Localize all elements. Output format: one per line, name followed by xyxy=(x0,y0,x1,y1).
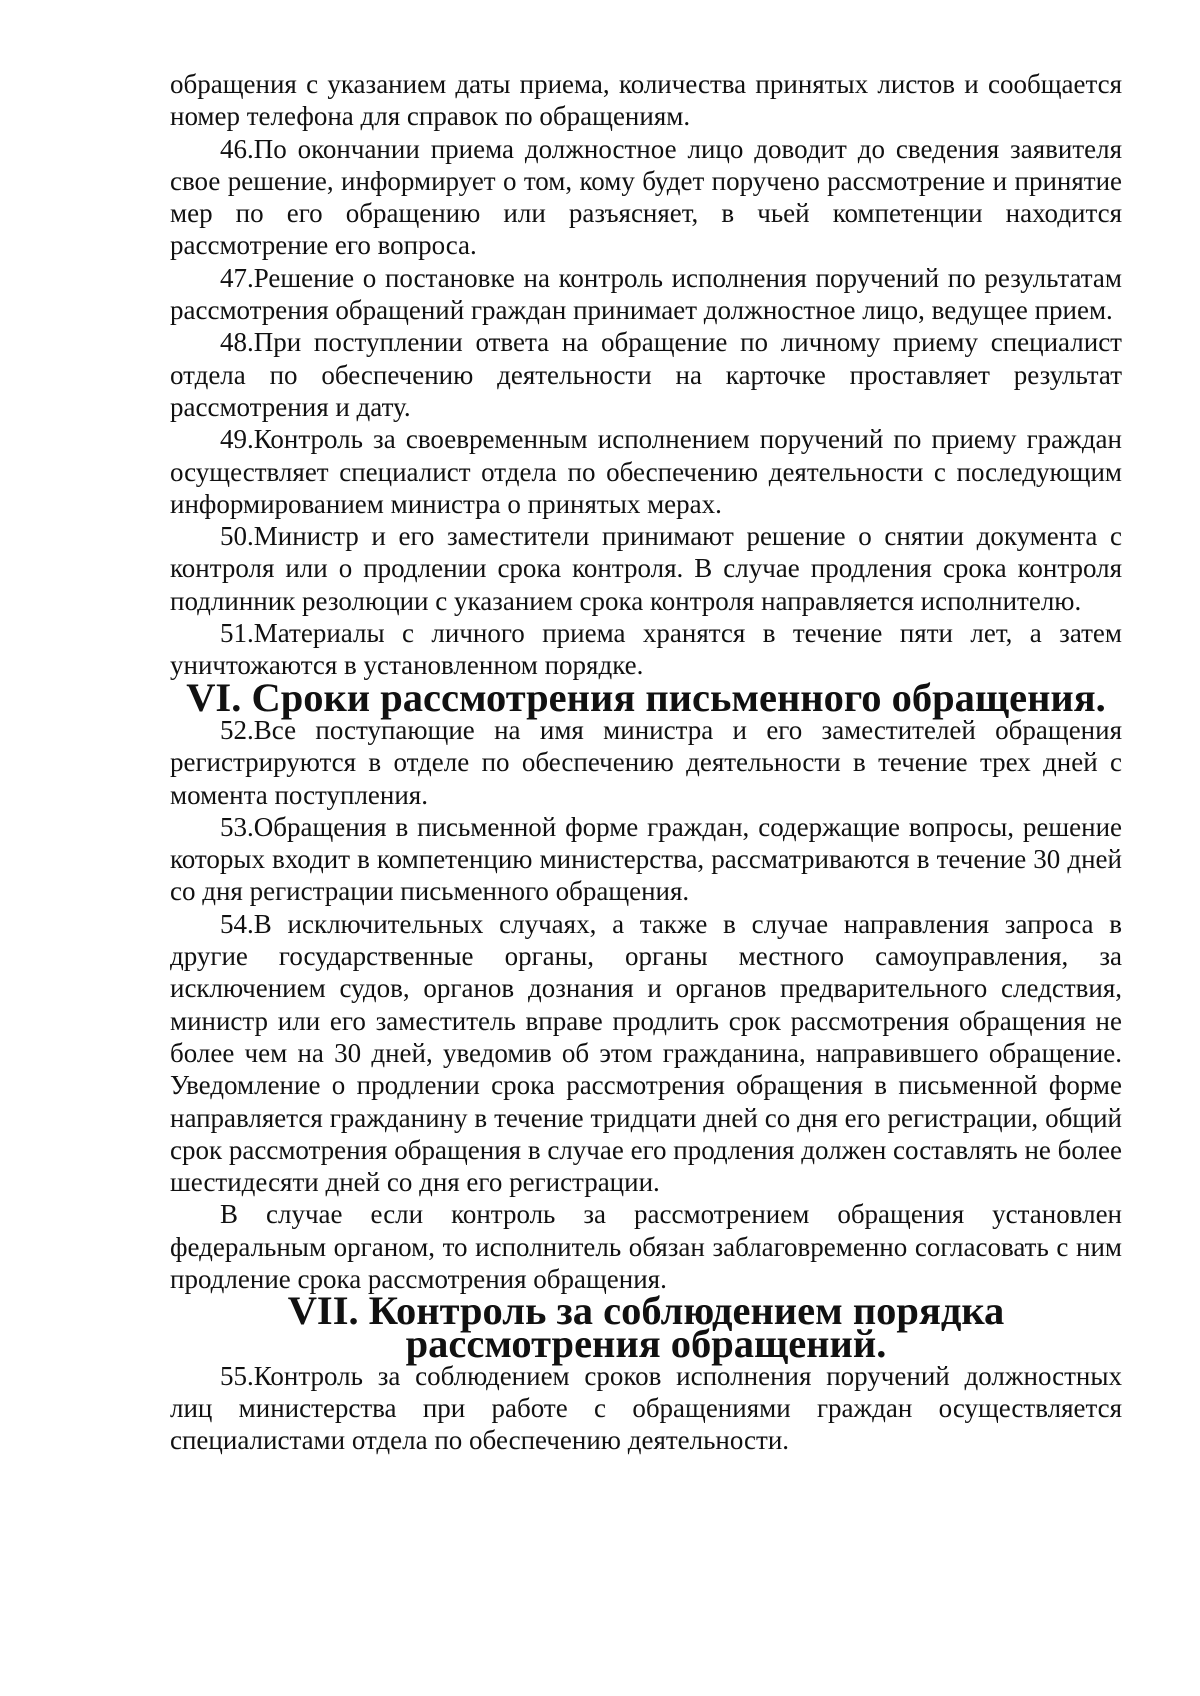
paragraph-54: 54.В исключительных случаях, а также в случае направления запроса в другие государственные органы, органы местного самоуправления, за исключением судов, органов дознания и органов предварительного следствия, министр или его заместитель вправе продлить срок рассмотрения обращения не более чем на 30 дней, уведомив об этом гражданина, направившего обращение. Уведомление о продлении срока рассмотрения обращения в письменной форме направляется гражданину в течение тридцати дней со дня его регистрации, общий срок рассмотрения обращения в случае его продления должен составлять не более шестидесяти дней со дня его регистрации. xyxy=(170,908,1122,1198)
paragraph-continuation: обращения с указанием даты приема, количества принятых листов и сообщается номер телефона для справок по обращениям. xyxy=(170,69,1122,132)
paragraph-53: 53.Обращения в письменной форме граждан, содержащие вопросы, решение которых входит в компетенцию министерства, рассматриваются в течение 30 дней со дня регистрации письменного обращения. xyxy=(170,811,1122,907)
section-heading-vi: VI. Сроки рассмотрения письменного обращения. xyxy=(186,674,1106,720)
paragraph-51: 51.Материалы с личного приема хранятся в течение пяти лет, а затем уничтожаются в установленном порядке. xyxy=(170,618,1122,681)
paragraph-49: 49.Контроль за своевременным исполнением поручений по приему граждан осуществляет специалист отдела по обеспечению деятельности с последующим информированием министра о принятых мерах. xyxy=(170,424,1122,519)
section-heading-vii: VII. Контроль за соблюдением порядка рассмотрения обращений. xyxy=(287,1288,1005,1366)
paragraph-47: 47.Решение о постановке на контроль исполнения поручений по результатам рассмотрения обращений граждан принимает должностное лицо, ведущее прием. xyxy=(170,262,1122,326)
paragraph-52: 52.Все поступающие на имя министра и его заместителей обращения регистрируются в отделе по обеспечению деятельности в течение трех дней с момента поступления. xyxy=(170,714,1122,810)
paragraph-48: 48.При поступлении ответа на обращение по личному приему специалист отдела по обеспечению деятельности на карточке проставляет результат рассмотрения и дату. xyxy=(170,327,1122,422)
paragraph-55: 55.Контроль за соблюдением сроков исполнения поручений должностных лиц министерства при работе с обращениями граждан осуществляется специалистами отдела по обеспечению деятельности. xyxy=(170,1360,1122,1456)
document-page xyxy=(170,68,1122,1457)
paragraph-50: 50.Министр и его заместители принимают решение о снятии документа с контроля или о продлении срока контроля. В случае продления срока контроля подлинник резолюции с указанием срока контроля направляется исполнителю. xyxy=(170,521,1122,616)
paragraph-54-continuation: В случае если контроль за рассмотрением обращения установлен федеральным органом, то исполнитель обязан заблаговременно согласовать с ним продление срока рассмотрения обращения. xyxy=(170,1199,1122,1294)
paragraph-46: 46.По окончании приема должностное лицо доводит до сведения заявителя свое решение, информирует о том, кому будет поручено рассмотрение и принятие мер по его обращению или разъясняет, в чьей компетенции находится рассмотрение его вопроса. xyxy=(170,133,1122,261)
